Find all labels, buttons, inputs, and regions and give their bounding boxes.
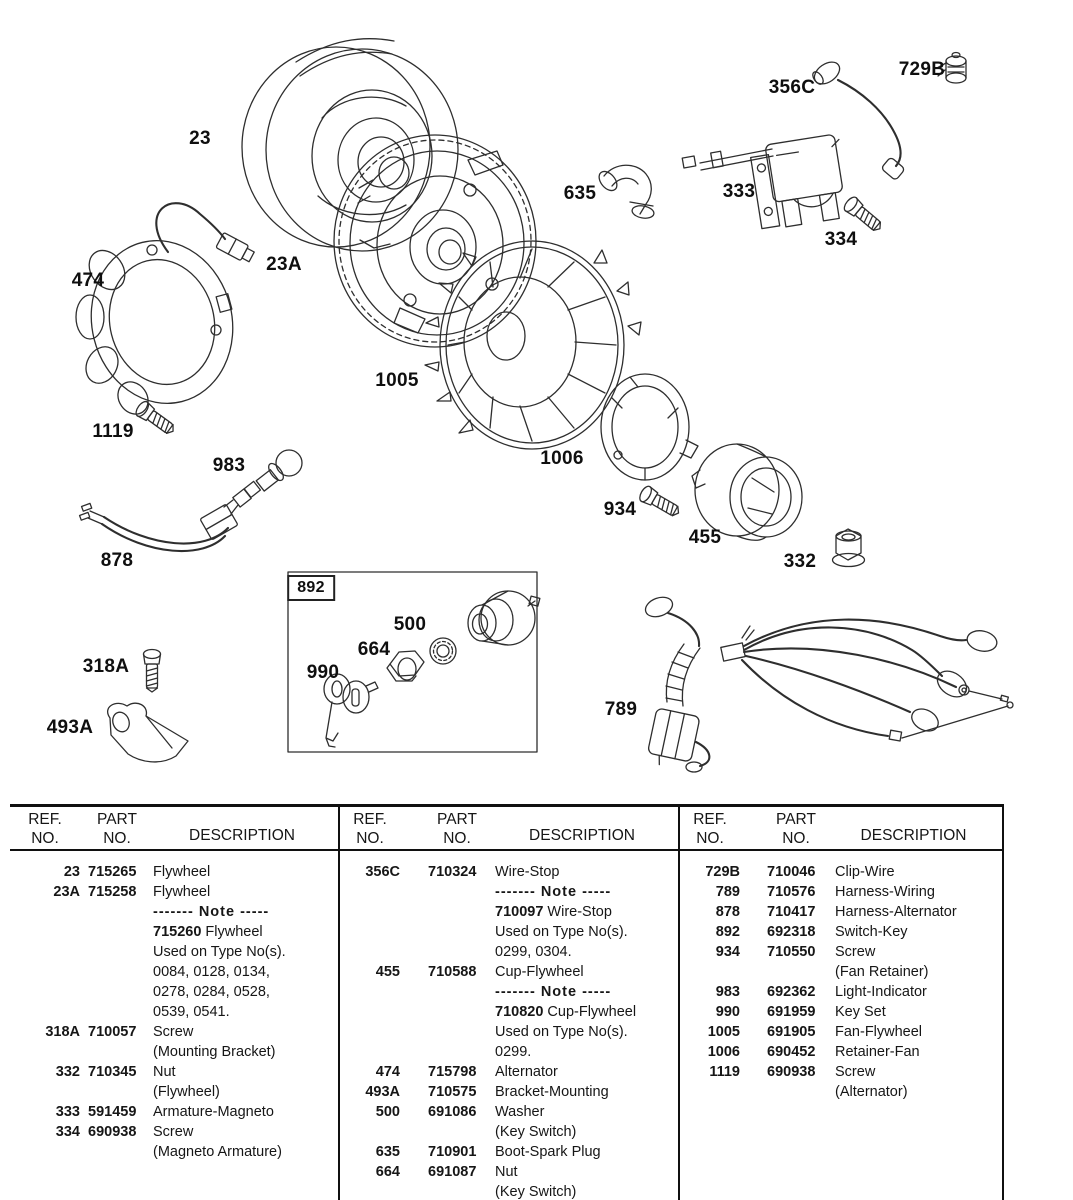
cell-part-no: 691959 bbox=[767, 1004, 816, 1020]
cell-description: Clip-Wire bbox=[835, 864, 895, 880]
header-ref: REF. NO. bbox=[693, 811, 727, 847]
cell-part-no bbox=[428, 982, 486, 1002]
header-ref: REF. NO. bbox=[353, 811, 387, 847]
cell-ref-no bbox=[340, 1182, 400, 1200]
table-row bbox=[340, 1162, 678, 1182]
cell-ref-no bbox=[340, 922, 400, 942]
table-row bbox=[680, 942, 1002, 962]
callout-356C: 356C bbox=[768, 77, 816, 98]
cell-ref-no bbox=[340, 1022, 400, 1042]
header-part: PART NO. bbox=[776, 811, 816, 847]
cell-description: Flywheel bbox=[153, 884, 211, 900]
cell-description: Wire-Stop bbox=[495, 864, 560, 880]
cell-part-no bbox=[88, 942, 146, 962]
cell-part-no: 690938 bbox=[767, 1064, 816, 1080]
cell-description: Fan-Flywheel bbox=[835, 1024, 923, 1040]
table-row bbox=[10, 902, 338, 922]
cell-part-no bbox=[88, 902, 146, 922]
callout-983: 983 bbox=[212, 455, 246, 476]
table-row bbox=[680, 982, 1002, 1002]
callout-892: 892 bbox=[287, 575, 335, 601]
cell-ref-no: 356C bbox=[365, 864, 400, 880]
cell-description: Harness-Wiring bbox=[835, 884, 935, 900]
cell-part-no bbox=[428, 1002, 486, 1022]
cell-ref-no: 729B bbox=[705, 864, 740, 880]
callout-789: 789 bbox=[604, 699, 638, 720]
table-row bbox=[680, 1082, 1002, 1102]
cell-part-no bbox=[88, 1042, 146, 1062]
cell-part-no: 710550 bbox=[767, 944, 816, 960]
parts-column-1 bbox=[10, 807, 338, 1200]
table-row bbox=[680, 862, 1002, 882]
cell-ref-no bbox=[340, 942, 400, 962]
part-wire-356C bbox=[810, 58, 905, 181]
cell-description: Armature-Magneto bbox=[153, 1104, 274, 1120]
table-row bbox=[340, 902, 678, 922]
part-cup-455 bbox=[692, 444, 802, 540]
cell-description: Boot-Spark Plug bbox=[495, 1144, 601, 1160]
part-nut-664 bbox=[387, 651, 424, 681]
cell-description: ------- Note ----- bbox=[495, 984, 612, 1000]
cell-description: (Magneto Armature) bbox=[153, 1144, 282, 1160]
cell-part-no: 691087 bbox=[428, 1164, 477, 1180]
cell-part-no: 692362 bbox=[767, 984, 816, 1000]
callout-500: 500 bbox=[393, 614, 427, 635]
callout-664: 664 bbox=[357, 639, 391, 660]
cell-part-no bbox=[88, 962, 146, 982]
table-row bbox=[680, 922, 1002, 942]
cell-ref-no: 500 bbox=[375, 1104, 400, 1120]
cell-ref-no: 474 bbox=[375, 1064, 400, 1080]
cell-description: (Key Switch) bbox=[495, 1184, 577, 1200]
part-keys-990 bbox=[324, 674, 378, 747]
cell-part-no: 591459 bbox=[88, 1104, 137, 1120]
cell-ref-no: 23A bbox=[53, 884, 80, 900]
part-washer-500 bbox=[430, 638, 456, 664]
cell-description: (Flywheel) bbox=[153, 1084, 220, 1100]
cell-part-no: 710901 bbox=[428, 1144, 477, 1160]
table-row bbox=[10, 1062, 338, 1082]
cell-description: Used on Type No(s). bbox=[495, 924, 628, 940]
callout-729B: 729B bbox=[898, 59, 946, 80]
cell-description: Used on Type No(s). bbox=[495, 1024, 628, 1040]
table-row bbox=[680, 1042, 1002, 1062]
cell-part-no: 691086 bbox=[428, 1104, 477, 1120]
table-row bbox=[10, 862, 338, 882]
table-row bbox=[10, 1102, 338, 1122]
cell-ref-no bbox=[10, 1042, 80, 1062]
cell-ref-no bbox=[10, 1002, 80, 1022]
table-row bbox=[10, 1142, 338, 1162]
header-ref: REF. NO. bbox=[28, 811, 62, 847]
part-bracket-493A bbox=[108, 703, 188, 762]
cell-part-no: 710576 bbox=[767, 884, 816, 900]
cell-ref-no: 318A bbox=[45, 1024, 80, 1040]
cell-part-no: 710046 bbox=[767, 864, 816, 880]
cell-part-no: 690452 bbox=[767, 1044, 816, 1060]
table-row bbox=[340, 1142, 678, 1162]
cell-ref-no bbox=[340, 1122, 400, 1142]
table-row bbox=[680, 1062, 1002, 1082]
column-body bbox=[680, 851, 1002, 1102]
callout-878: 878 bbox=[100, 550, 134, 571]
part-boot-635 bbox=[596, 165, 655, 220]
cell-description: Screw bbox=[835, 1064, 876, 1080]
column-body bbox=[340, 851, 678, 1200]
cell-ref-no bbox=[680, 962, 740, 982]
table-row bbox=[340, 1042, 678, 1062]
cell-ref-no bbox=[10, 982, 80, 1002]
table-row bbox=[340, 962, 678, 982]
table-row bbox=[340, 982, 678, 1002]
column-body bbox=[10, 851, 338, 1162]
cell-ref-no: 493A bbox=[365, 1084, 400, 1100]
cell-description: Bracket-Mounting bbox=[495, 1084, 609, 1100]
cell-ref-no bbox=[10, 902, 80, 922]
cell-ref-no: 455 bbox=[375, 964, 400, 980]
cell-part-no bbox=[88, 1002, 146, 1022]
table-row bbox=[340, 1022, 678, 1042]
callout-1006: 1006 bbox=[540, 448, 584, 469]
part-alternator-474 bbox=[71, 203, 255, 420]
cell-ref-no: 789 bbox=[715, 884, 740, 900]
part-armature-333 bbox=[682, 134, 851, 231]
callout-332: 332 bbox=[783, 551, 817, 572]
cell-ref-no: 1005 bbox=[707, 1024, 740, 1040]
table-row bbox=[10, 962, 338, 982]
cell-part-no bbox=[767, 962, 825, 982]
table-header bbox=[10, 807, 338, 851]
cell-part-no: 715798 bbox=[428, 1064, 477, 1080]
table-row bbox=[340, 922, 678, 942]
cell-ref-no bbox=[340, 982, 400, 1002]
cell-description: (Alternator) bbox=[835, 1084, 908, 1100]
cell-description: (Key Switch) bbox=[495, 1124, 577, 1140]
cell-description: 0084, 0128, 0134, bbox=[153, 964, 270, 980]
table-row bbox=[10, 1002, 338, 1022]
table-row bbox=[10, 922, 338, 942]
table-row bbox=[680, 1022, 1002, 1042]
table-row bbox=[340, 862, 678, 882]
cell-ref-no: 892 bbox=[715, 924, 740, 940]
cell-description: Cup-Flywheel bbox=[495, 964, 584, 980]
cell-ref-no: 332 bbox=[55, 1064, 80, 1080]
parts-column-3 bbox=[678, 807, 1004, 1200]
table-row bbox=[680, 1002, 1002, 1022]
callout-1005: 1005 bbox=[375, 370, 419, 391]
table-row bbox=[10, 1082, 338, 1102]
cell-ref-no: 333 bbox=[55, 1104, 80, 1120]
cell-description: 0278, 0284, 0528, bbox=[153, 984, 270, 1000]
table-row bbox=[340, 1102, 678, 1122]
part-nut-332 bbox=[833, 529, 865, 567]
cell-part-no bbox=[88, 1142, 146, 1162]
callout-333: 333 bbox=[722, 181, 756, 202]
table-row bbox=[340, 942, 678, 962]
cell-part-no: 710417 bbox=[767, 904, 816, 920]
header-part: PART NO. bbox=[97, 811, 137, 847]
cell-part-no: 690938 bbox=[88, 1124, 137, 1140]
callout-1119: 1119 bbox=[92, 421, 134, 442]
table-row bbox=[340, 882, 678, 902]
table-row bbox=[340, 1182, 678, 1200]
cell-ref-no bbox=[10, 1142, 80, 1162]
cell-description: Retainer-Fan bbox=[835, 1044, 920, 1060]
callout-23A: 23A bbox=[266, 254, 302, 275]
cell-ref-no bbox=[340, 1002, 400, 1022]
table-row bbox=[10, 1022, 338, 1042]
cell-part-no bbox=[428, 1122, 486, 1142]
cell-ref-no: 664 bbox=[375, 1164, 400, 1180]
cell-ref-no bbox=[10, 962, 80, 982]
callout-455: 455 bbox=[688, 527, 722, 548]
table-header bbox=[340, 807, 678, 851]
cell-description: 0299, 0304. bbox=[495, 944, 572, 960]
cell-part-no bbox=[428, 1182, 486, 1200]
table-row bbox=[680, 902, 1002, 922]
table-row bbox=[340, 1062, 678, 1082]
cell-ref-no: 934 bbox=[715, 944, 740, 960]
cell-ref-no: 878 bbox=[715, 904, 740, 920]
cell-part-no bbox=[428, 902, 486, 922]
cell-description: Flywheel bbox=[153, 864, 211, 880]
cell-description: Key Set bbox=[835, 1004, 886, 1020]
table-row bbox=[340, 1082, 678, 1102]
cell-ref-no: 23 bbox=[63, 864, 80, 880]
table-row bbox=[10, 882, 338, 902]
table-row bbox=[340, 1122, 678, 1142]
cell-description: Screw bbox=[835, 944, 876, 960]
cell-part-no: 710588 bbox=[428, 964, 477, 980]
cell-part-no bbox=[428, 1022, 486, 1042]
cell-ref-no bbox=[340, 1042, 400, 1062]
cell-part-no bbox=[767, 1082, 825, 1102]
cell-ref-no bbox=[10, 922, 80, 942]
cell-description: ------- Note ----- bbox=[495, 884, 612, 900]
part-screw-934 bbox=[637, 484, 682, 520]
cell-part-no bbox=[88, 982, 146, 1002]
cell-description: Washer bbox=[495, 1104, 545, 1120]
cell-part-no: 710324 bbox=[428, 864, 477, 880]
callout-334: 334 bbox=[824, 229, 858, 250]
cell-description: (Mounting Bracket) bbox=[153, 1044, 276, 1060]
part-key-switch bbox=[468, 591, 540, 645]
cell-part-no: 691905 bbox=[767, 1024, 816, 1040]
cell-ref-no bbox=[10, 1082, 80, 1102]
cell-description: 0539, 0541. bbox=[153, 1004, 230, 1020]
cell-part-no bbox=[88, 922, 146, 942]
table-row bbox=[680, 962, 1002, 982]
cell-part-no: 710575 bbox=[428, 1084, 477, 1100]
cell-part-no bbox=[88, 1082, 146, 1102]
cell-ref-no bbox=[680, 1082, 740, 1102]
cell-description: Switch-Key bbox=[835, 924, 908, 940]
cell-description: 0299. bbox=[495, 1044, 532, 1060]
cell-description: Harness-Alternator bbox=[835, 904, 957, 920]
cell-description: Nut bbox=[495, 1164, 518, 1180]
cell-description: Light-Indicator bbox=[835, 984, 927, 1000]
cell-description: (Fan Retainer) bbox=[835, 964, 929, 980]
cell-description: ------- Note ----- bbox=[153, 904, 270, 920]
cell-description: Screw bbox=[153, 1024, 194, 1040]
table-row bbox=[340, 1002, 678, 1022]
cell-part-no: 710345 bbox=[88, 1064, 137, 1080]
cell-ref-no bbox=[340, 882, 400, 902]
cell-part-no: 692318 bbox=[767, 924, 816, 940]
cell-part-no: 715258 bbox=[88, 884, 137, 900]
cell-description: Alternator bbox=[495, 1064, 558, 1080]
cell-part-no bbox=[428, 1042, 486, 1062]
table-row bbox=[10, 1122, 338, 1142]
header-description: DESCRIPTION bbox=[860, 827, 967, 844]
cell-description: 715260 Flywheel bbox=[153, 924, 263, 940]
cell-ref-no bbox=[10, 942, 80, 962]
header-description: DESCRIPTION bbox=[529, 827, 635, 844]
cell-part-no: 715265 bbox=[88, 864, 137, 880]
table-header bbox=[680, 807, 1002, 851]
cell-description: Nut bbox=[153, 1064, 176, 1080]
part-screw-1119 bbox=[134, 399, 178, 438]
cell-part-no bbox=[428, 922, 486, 942]
cell-part-no: 710057 bbox=[88, 1024, 137, 1040]
callout-635: 635 bbox=[563, 183, 597, 204]
callout-23: 23 bbox=[189, 128, 211, 149]
table-row bbox=[680, 882, 1002, 902]
cell-ref-no: 334 bbox=[55, 1124, 80, 1140]
part-harness-878 bbox=[80, 503, 238, 551]
cell-description: Screw bbox=[153, 1124, 194, 1140]
cell-ref-no: 1006 bbox=[707, 1044, 740, 1060]
callout-493A: 493A bbox=[46, 717, 94, 738]
callout-474: 474 bbox=[71, 270, 105, 291]
table-row bbox=[10, 942, 338, 962]
callout-318A: 318A bbox=[82, 656, 130, 677]
cell-description: Used on Type No(s). bbox=[153, 944, 286, 960]
table-row bbox=[10, 1042, 338, 1062]
part-harness-789 bbox=[643, 594, 1013, 772]
callout-934: 934 bbox=[603, 499, 637, 520]
part-flywheel-23A bbox=[334, 135, 536, 347]
cell-part-no bbox=[428, 882, 486, 902]
parts-column-2 bbox=[338, 807, 678, 1200]
cell-ref-no: 635 bbox=[375, 1144, 400, 1160]
callout-990: 990 bbox=[306, 662, 340, 683]
cell-description: 710820 Cup-Flywheel bbox=[495, 1004, 637, 1020]
parts-table bbox=[10, 804, 1004, 1200]
cell-part-no bbox=[428, 942, 486, 962]
header-part: PART NO. bbox=[437, 811, 477, 847]
cell-ref-no: 1119 bbox=[709, 1064, 740, 1080]
cell-ref-no bbox=[340, 902, 400, 922]
table-row bbox=[10, 982, 338, 1002]
cell-ref-no: 983 bbox=[715, 984, 740, 1000]
cell-ref-no: 990 bbox=[715, 1004, 740, 1020]
cell-description: 710097 Wire-Stop bbox=[495, 904, 612, 920]
part-flywheel-23 bbox=[242, 39, 458, 251]
header-description: DESCRIPTION bbox=[189, 827, 295, 844]
part-screw-318A bbox=[144, 650, 161, 693]
